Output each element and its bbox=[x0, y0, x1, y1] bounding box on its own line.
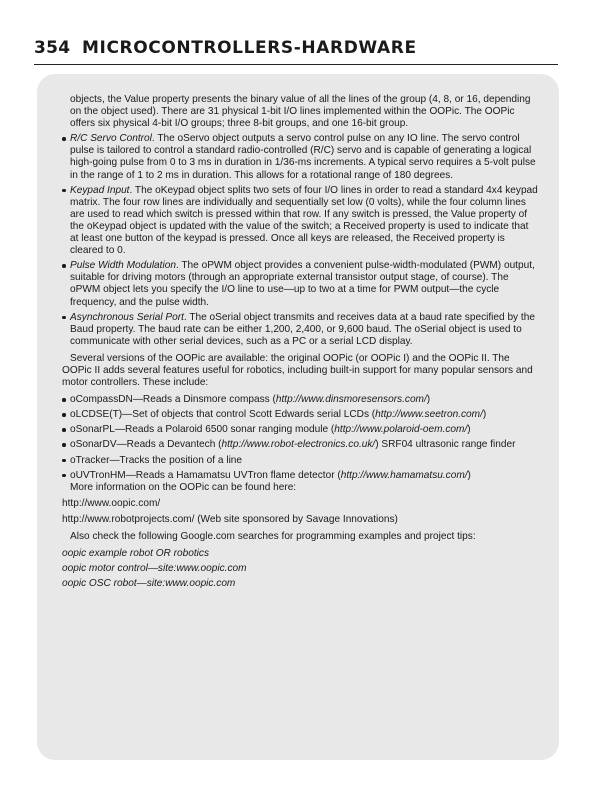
object-description: . The oSerial object transmits and receives data at a baud rate specified by the Baud property. The baud rate can be either 1,200, 2,400, or 9,600 baud. The oSerial object is used to communicate with other serial devices, such as a PC or a serial LCD display. bbox=[70, 311, 535, 347]
search-query: oopic OSC robot—site:www.oopic.com bbox=[62, 578, 236, 590]
object-term: Keypad Input bbox=[70, 184, 130, 196]
object-description: . The oKeypad object splits two sets of four I/O lines in order to read a standard 4x4 keypad matrix. The four row lines are individually and sequentially set low (0 volts), while the four column lines are used to read which switch is pressed within that row. If any switch is pressed, the Value property of the oKeypad object is updated with the value of the switch; a Received property is used to indicate that at least one button of the keypad is pressed. Once all keys are released, the Received property is cleared to 0. bbox=[70, 184, 538, 257]
list-item bbox=[62, 185, 538, 258]
list-item bbox=[62, 312, 538, 348]
object-term: Asynchronous Serial Port bbox=[70, 311, 184, 323]
google-paragraph: Also check the following Google.com searches for programming examples and project tips: bbox=[70, 531, 476, 542]
object-term: R/C Servo Control bbox=[70, 133, 152, 145]
url-link[interactable]: http://www.seetron.com/ bbox=[375, 409, 483, 421]
object-list bbox=[62, 133, 538, 348]
object-description: . The oServo object outputs a servo control pulse on any IO line. The servo control pulse is tailored to control a standard radio-controlled (R/C) servo and is capable of generating a logical high-going pulse from 0 to 3 ms in duration in 1/36-ms increments. A typical servo requires a 5-volt pulse in the range of 1 to 2 ms in duration. This allows for a rotational range of 180 degrees. bbox=[70, 133, 536, 181]
versions-paragraph: Several versions of the OOPic are available: the original OOPic (or OOPic I) and the OOPic II. The OOPic II adds several features useful for robotics, including built-in support for many popular sensors and motor controllers. These include: bbox=[62, 352, 533, 389]
list-item: oLCDSE(T)—Set of objects that control Scott Edwards serial LCDs (http://www.seetron.com/) bbox=[62, 409, 538, 421]
object-description: . The oPWM object provides a convenient pulse-width-modulated (PWM) output, suitable for driving motors (through an appropriate external transistor output stage, of course). The oPWM object lets you specify the I/O line to use—up to two at a time for PWM output—the cycle frequency, and the pulse width. bbox=[70, 260, 535, 308]
search-query: oopic example robot OR robotics bbox=[62, 548, 209, 560]
page-body bbox=[62, 94, 538, 590]
search-query: oopic motor control—site:www.oopic.com bbox=[62, 563, 247, 575]
url-line-oopic[interactable]: http://www.oopic.com/ bbox=[62, 497, 161, 509]
url-link[interactable]: http://www.hamamatsu.com/ bbox=[340, 469, 468, 481]
list-item: oCompassDN—Reads a Dinsmore compass (http://www.dinsmoresensors.com/) bbox=[62, 394, 538, 406]
chapter-title: MICROCONTROLLERS-HARDWARE bbox=[82, 38, 417, 58]
url-line-robotprojects[interactable]: http://www.robotprojects.com/ (Web site sponsored by Savage Innovations) bbox=[62, 513, 398, 525]
list-item: oTracker—Tracks the position of a line bbox=[62, 455, 538, 467]
list-item: oUVTronHM—Reads a Hamamatsu UVTron flame detector (http://www.hamamatsu.com/) More information on the OOPic can be found here: bbox=[62, 470, 538, 494]
sensor-list bbox=[62, 394, 538, 494]
running-header bbox=[34, 38, 558, 65]
url-link[interactable]: http://www.polaroid-oem.com/ bbox=[334, 424, 468, 436]
list-item bbox=[62, 260, 538, 308]
url-link[interactable]: http://www.dinsmoresensors.com/ bbox=[275, 394, 427, 406]
intro-continuation: objects, the Value property presents the binary value of all the lines of the group (4, 8, or 16, depending on the object used). There are 31 physical 1-bit I/O lines implemented within the OOPic. The OOPic offers six physical 4-bit I/O groups; three 8-bit groups, and one 16-bit group. bbox=[70, 94, 531, 130]
object-term: Pulse Width Modulation bbox=[70, 260, 176, 272]
list-item bbox=[62, 133, 538, 181]
page-number: 354 bbox=[34, 38, 71, 58]
url-link[interactable]: http://www.robot-electronics.co.uk/ bbox=[221, 439, 376, 451]
more-info-text: More information on the OOPic can be found here: bbox=[70, 481, 297, 493]
list-item: oSonarDV—Reads a Devantech (http://www.robot-electronics.co.uk/) SRF04 ultrasonic range finder bbox=[62, 439, 538, 451]
list-item: oSonarPL—Reads a Polaroid 6500 sonar ranging module (http://www.polaroid-oem.com/) bbox=[62, 424, 538, 436]
